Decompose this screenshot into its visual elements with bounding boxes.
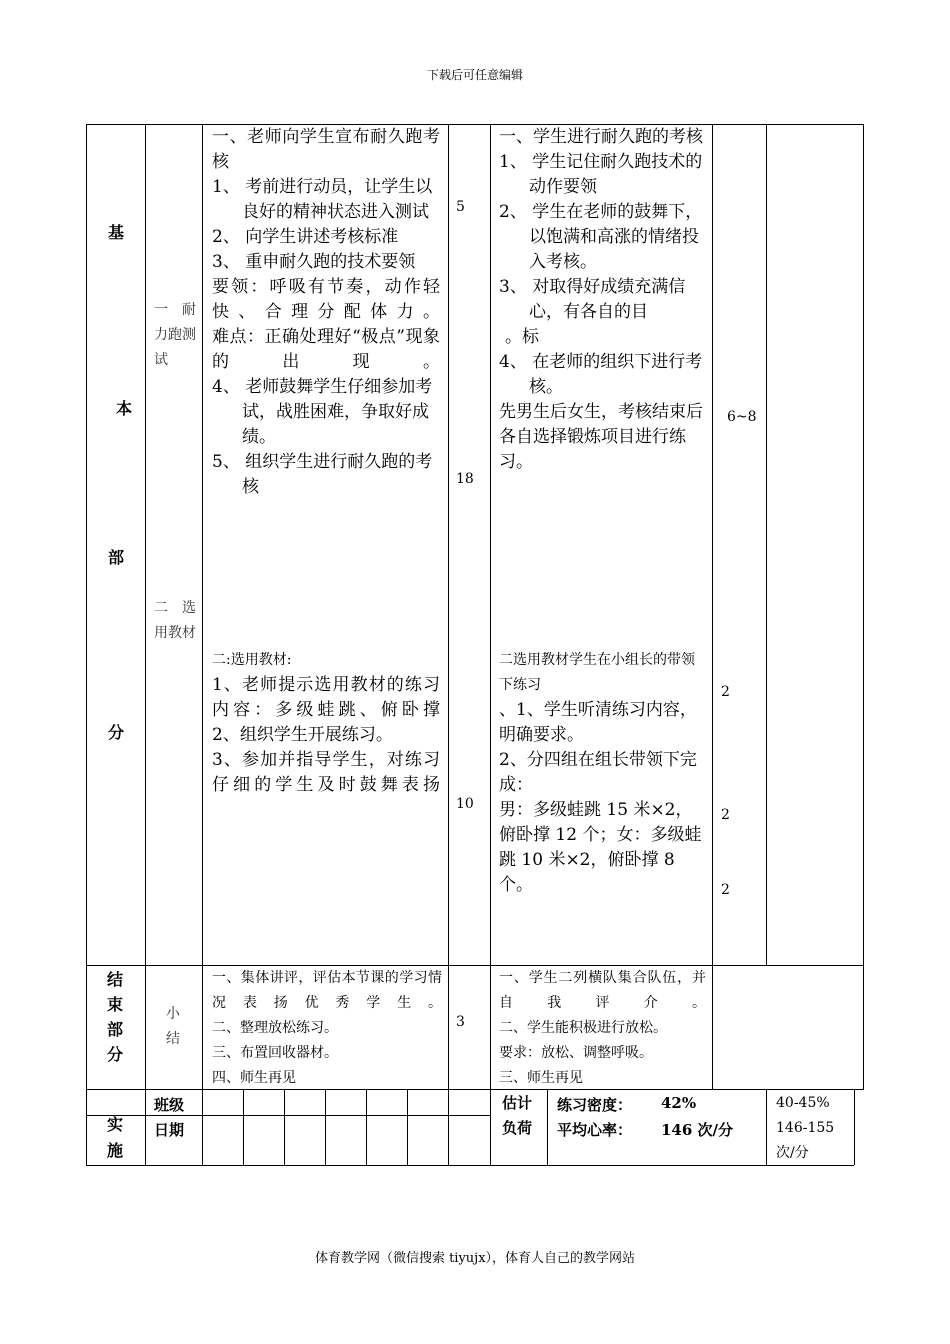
heart-rate-label: 平均心率： (557, 1121, 633, 1139)
teacher-activities-material (212, 648, 440, 798)
table-border (86, 124, 87, 1165)
end-topic: 小 结 (166, 1006, 180, 1047)
difficulty-point: 难点：正确处理好“极点”现象的出现。 (212, 327, 440, 372)
heart-rate-value: 146 次/分 (661, 1121, 734, 1139)
header-note: 下载后可任意编辑 (426, 68, 523, 82)
count-value: 2 (721, 807, 730, 823)
teacher-title: 二:选用教材: (212, 652, 292, 668)
table-rule (766, 1089, 767, 1165)
teacher-activities-endurance (212, 125, 440, 500)
table-border (863, 124, 864, 1090)
class-label: 班级 (154, 1096, 185, 1114)
count-value: 2 (721, 684, 730, 700)
target-values (776, 1091, 834, 1166)
student-activities-material (499, 648, 705, 898)
teacher-item: 1、老师提示选用教材的练习内容：多级蛙跳、俯卧撑 (212, 675, 440, 720)
teacher-item: 2、 向学生讲述考核标准 (212, 227, 399, 247)
table-rule (766, 124, 767, 966)
end-teacher-activities (212, 966, 442, 1091)
section-label-char: 基 (108, 223, 125, 242)
density-value: 42% (661, 1094, 697, 1112)
technique-key-points: 要领：呼吸有节奏，动作轻快、合理分配体力。 (212, 277, 440, 322)
grid-rule (243, 1089, 244, 1165)
teacher-item: 4、 老师鼓舞学生仔细参加考试，战胜困难，争取好成绩。 (212, 377, 433, 447)
student-item: 4、 在老师的组织下进行考核。 (499, 352, 703, 397)
student-item: 男：多级蛙跳 15 米×2，俯卧撑 12 个；女：多级蛙跳 10 米×2，俯卧撑 8 个。 (499, 800, 702, 895)
end-teacher-item: 二、整理放松练习。 (212, 1020, 338, 1036)
section-label-char: 本 (116, 399, 133, 418)
table-border (854, 1089, 855, 1165)
end-section-label: 结 束 部 分 (107, 970, 124, 1064)
table-rule (448, 124, 449, 1165)
count-value: 2 (721, 882, 730, 898)
heart-rate-range: 146-155 (776, 1120, 835, 1136)
teacher-item: 2、组织学生开展练习。 (212, 725, 393, 745)
table-rule (86, 1115, 490, 1116)
student-item: 2、 学生在老师的鼓舞下，以饱满和高涨的情绪投入考核。 (499, 202, 703, 272)
end-student-activities (499, 966, 706, 1091)
table-rule (145, 124, 146, 1165)
topic-selected-material: 二 选用教材 (154, 600, 196, 641)
table-border (86, 1165, 854, 1166)
grid-rule (284, 1089, 285, 1165)
student-note: 先男生后女生，考核结束后各自选择锻炼项目进行练习。 (499, 402, 703, 472)
teacher-item: 1、 考前进行动员，让学生以良好的精神状态进入测试 (212, 177, 433, 222)
student-item: 。标 (505, 327, 539, 347)
student-title: 一、学生进行耐久跑的考核 (499, 127, 703, 147)
end-teacher-item: 四、师生再见 (212, 1070, 296, 1086)
table-rule (547, 1089, 548, 1165)
student-item: 3、 对取得好成绩充满信心，有各自的目 (499, 277, 686, 322)
implementation-label: 实 施 (107, 1115, 124, 1160)
grid-rule (366, 1089, 367, 1165)
teacher-item: 3、参加并指导学生，对练习仔细的学生及时鼓舞表扬 (212, 750, 440, 795)
density-label: 练习密度： (557, 1096, 633, 1114)
end-student-item: 一、学生二列横队集合队伍，并自我评介。 (499, 970, 706, 1011)
count-value: 6~8 (727, 409, 757, 425)
student-item: 1、 学生记住耐久跑技术的动作要领 (499, 152, 703, 197)
grid-rule (325, 1089, 326, 1165)
table-rule (202, 124, 203, 1165)
section-label-char: 分 (108, 723, 125, 742)
end-student-item: 二、学生能积极进行放松。 (499, 1020, 667, 1036)
footer-note: 体育教学网（微信搜索 tiyujx），体育人自己的教学网站 (314, 1251, 636, 1266)
section-label-char: 部 (108, 548, 125, 567)
teacher-item: 5、 组织学生进行耐久跑的考核 (212, 452, 433, 497)
time-value: 5 (456, 199, 465, 215)
end-student-item: 三、师生再见 (499, 1070, 583, 1086)
teacher-title: 一、老师向学生宣布耐久跑考核 (212, 127, 440, 172)
end-student-item: 要求：放松、调整呼吸。 (499, 1045, 653, 1061)
student-activities-endurance (499, 125, 705, 475)
heart-rate-unit: 次/分 (776, 1145, 809, 1161)
table-rule (712, 124, 713, 1090)
teacher-item: 3、 重申耐久跑的技术要领 (212, 252, 416, 272)
time-value: 10 (456, 796, 474, 812)
time-value: 18 (456, 471, 474, 487)
date-label: 日期 (154, 1121, 185, 1139)
student-title: 二选用教材学生在小组长的带领下练习 (499, 652, 695, 693)
estimated-load-label: 估计 负荷 (502, 1094, 533, 1137)
topic-endurance-run: 一 耐力跑测试 (154, 302, 196, 368)
student-item: 、1、学生听清练习内容，明确要求。 (499, 700, 697, 745)
end-teacher-item: 三、布置回收器材。 (212, 1045, 338, 1061)
table-rule (490, 124, 491, 1165)
density-range: 40-45% (776, 1095, 830, 1111)
grid-rule (407, 1089, 408, 1165)
end-time: 3 (456, 1014, 465, 1030)
student-item: 2、分四组在组长带领下完成： (499, 750, 697, 795)
end-teacher-item: 一、集体讲评，评估本节课的学习情况表扬优秀学生。 (212, 970, 442, 1011)
